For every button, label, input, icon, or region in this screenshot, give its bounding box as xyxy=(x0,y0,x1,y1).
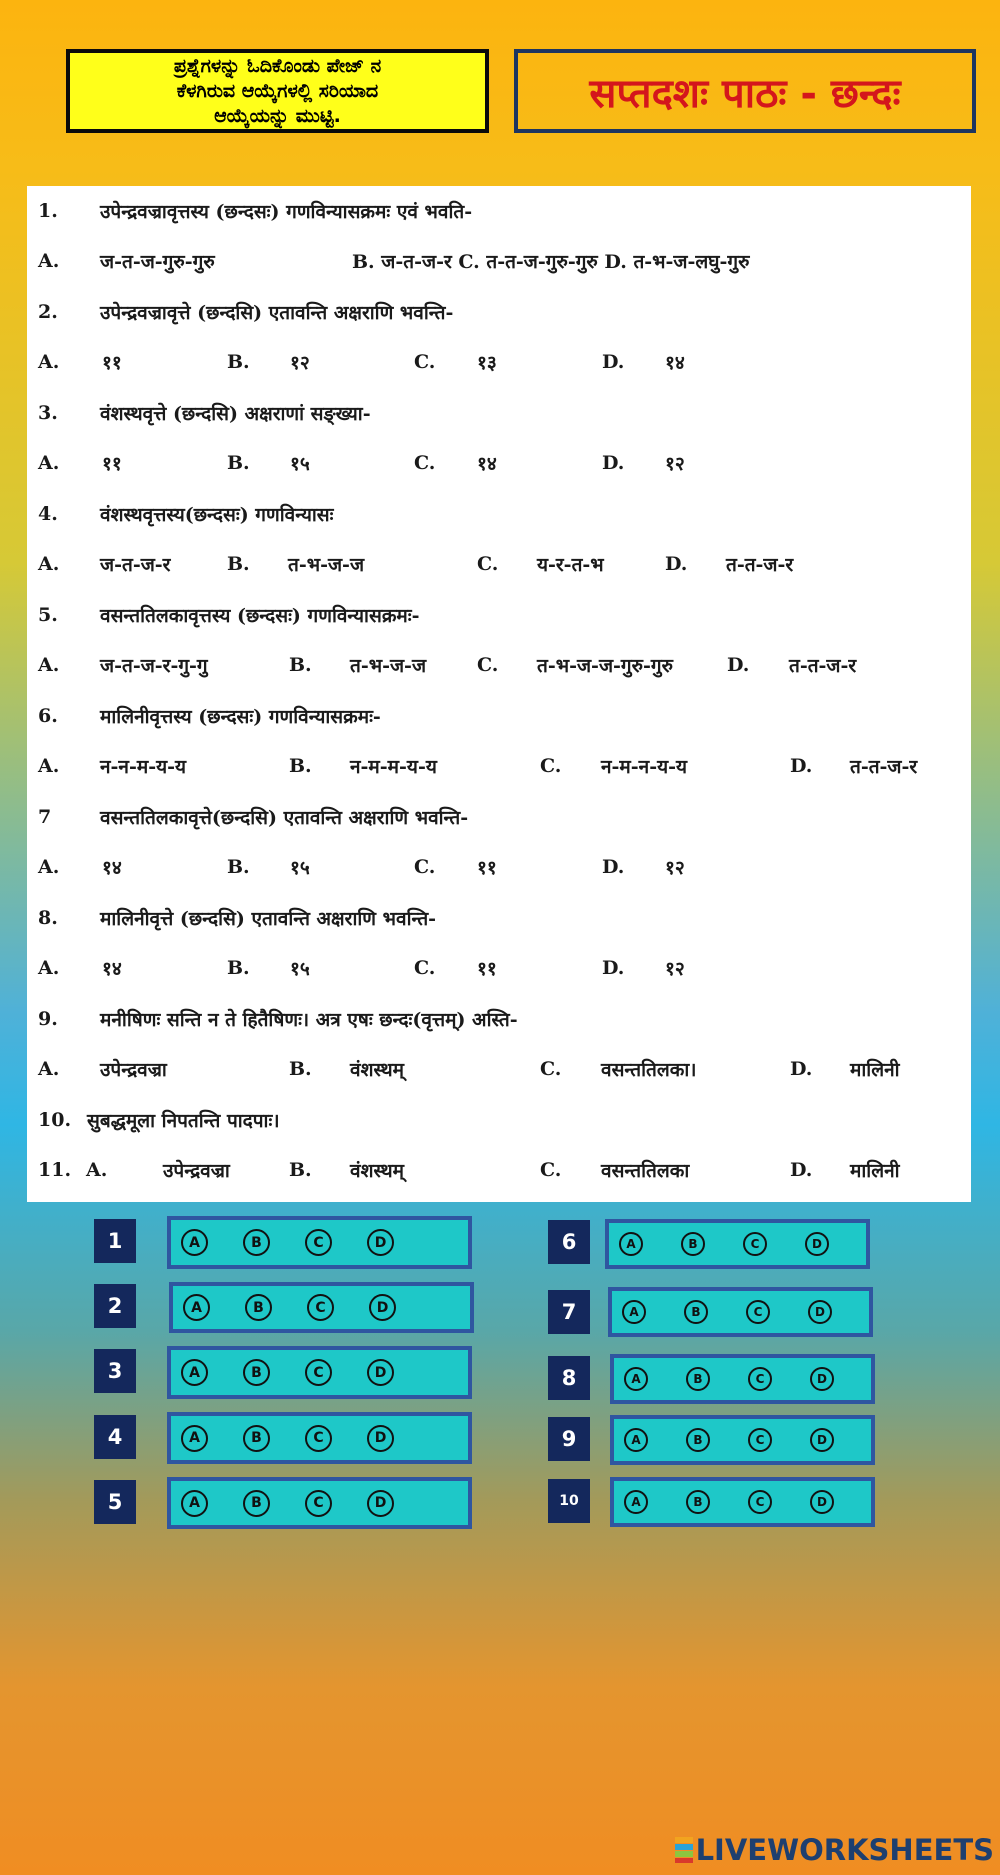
option-text: ११ xyxy=(102,453,122,475)
option-label: C. xyxy=(414,856,436,878)
answer-option-a-bubble[interactable]: A xyxy=(181,1425,208,1452)
option-text: मालिनी xyxy=(850,1160,900,1182)
question-sheet xyxy=(27,186,971,1202)
answer-option-d-bubble[interactable]: D xyxy=(810,1367,834,1391)
option-label: D. xyxy=(602,351,625,373)
question-text: उपेन्द्रवज्रावृत्ते (छन्दसि) एतावन्ति अक्षराणि भवन्ति- xyxy=(100,302,454,324)
answer-option-d-bubble[interactable]: D xyxy=(367,1359,394,1386)
option-text: ज-त-ज-र xyxy=(100,554,171,576)
answer-option-c-bubble[interactable]: C xyxy=(748,1367,772,1391)
option-text: ११ xyxy=(477,857,497,879)
answer-number-badge: 2 xyxy=(94,1284,136,1328)
question-number: 2. xyxy=(38,301,58,323)
option-text: न-म-म-य-य xyxy=(350,756,437,778)
answer-option-c-bubble[interactable]: C xyxy=(746,1300,770,1324)
question-number: 5. xyxy=(38,604,58,626)
answer-number-badge: 7 xyxy=(548,1290,590,1334)
option-label: B. xyxy=(227,957,250,979)
question-number: 4. xyxy=(38,503,58,525)
answer-choice-box xyxy=(167,1346,472,1399)
answer-option-a-bubble[interactable]: A xyxy=(181,1490,208,1517)
option-text: न-न-म-य-य xyxy=(100,756,187,778)
answer-option-d-bubble[interactable]: D xyxy=(367,1229,394,1256)
question-number: 10. xyxy=(38,1109,72,1131)
option-label: D. xyxy=(665,553,688,575)
option-label: B. xyxy=(289,654,312,676)
answer-number-badge: 8 xyxy=(548,1356,590,1400)
answer-number-badge: 6 xyxy=(548,1220,590,1264)
option-label: B. xyxy=(289,755,312,777)
option-label: A. xyxy=(38,351,60,373)
option-label: B. xyxy=(227,856,250,878)
option-text: उपेन्द्रवज्रा xyxy=(163,1160,230,1182)
answer-option-d-bubble[interactable]: D xyxy=(808,1300,832,1324)
option-label: B. xyxy=(227,351,250,373)
answer-option-c-bubble[interactable]: C xyxy=(743,1232,767,1256)
answer-option-b-bubble[interactable]: B xyxy=(243,1229,270,1256)
option-text: १४ xyxy=(477,453,497,475)
option-label: D. xyxy=(790,1058,813,1080)
answer-option-b-bubble[interactable]: B xyxy=(243,1359,270,1386)
option-label: B. xyxy=(227,452,250,474)
option-label: A. xyxy=(38,755,60,777)
question-text: उपेन्द्रवज्रावृत्तस्य (छन्दसः) गणविन्यासक्रमः एवं भवति- xyxy=(100,201,473,223)
answer-number-badge: 4 xyxy=(94,1415,136,1459)
question-text: वसन्ततिलकावृत्तस्य (छन्दसः) गणविन्यासक्रमः- xyxy=(100,605,420,627)
lesson-title: सप्तदशः पाठः - छन्दः xyxy=(589,70,901,117)
option-text: ज-त-ज-र-गु-गु xyxy=(100,655,208,677)
answer-number-badge: 5 xyxy=(94,1480,136,1524)
question-text: मालिनीवृत्तस्य (छन्दसः) गणविन्यासक्रमः- xyxy=(100,706,381,728)
option-label: A. xyxy=(38,250,60,272)
answer-option-c-bubble[interactable]: C xyxy=(307,1294,334,1321)
answer-number-badge: 3 xyxy=(94,1349,136,1393)
answer-option-a-bubble[interactable]: A xyxy=(619,1232,643,1256)
option-text: त-त-ज-र xyxy=(726,554,794,576)
answer-choice-box xyxy=(605,1219,870,1269)
option-label: A. xyxy=(38,654,60,676)
option-label: C. xyxy=(540,755,562,777)
option-text: य-र-त-भ xyxy=(537,554,604,576)
option-label: D. xyxy=(790,1159,813,1181)
option-text: ११ xyxy=(477,958,497,980)
answer-option-b-bubble[interactable]: B xyxy=(243,1490,270,1517)
answer-option-b-bubble[interactable]: B xyxy=(684,1300,708,1324)
instruction-box xyxy=(66,49,489,133)
liveworksheets-mark-icon xyxy=(675,1837,693,1863)
option-text: त-भ-ज-ज xyxy=(288,554,365,576)
option-text: त-त-ज-र xyxy=(850,756,918,778)
option-label: A. xyxy=(38,957,60,979)
answer-option-d-bubble[interactable]: D xyxy=(810,1428,834,1452)
option-label: A. xyxy=(38,1058,60,1080)
question-number: 8. xyxy=(38,907,58,929)
answer-choice-box xyxy=(169,1282,474,1333)
brand-name: LIVEWORKSHEETS xyxy=(695,1833,994,1867)
option-label: C. xyxy=(477,654,499,676)
answer-option-d-bubble[interactable]: D xyxy=(367,1425,394,1452)
answer-option-c-bubble[interactable]: C xyxy=(305,1490,332,1517)
answer-choice-box xyxy=(610,1415,875,1465)
question-number: 1. xyxy=(38,200,58,222)
option-label: A. xyxy=(86,1159,108,1181)
answer-option-a-bubble[interactable]: A xyxy=(624,1428,648,1452)
question-number: 7 xyxy=(38,806,52,828)
option-label: D. xyxy=(790,755,813,777)
option-text: १४ xyxy=(102,857,122,879)
answer-option-c-bubble[interactable]: C xyxy=(748,1428,772,1452)
answer-choice-box xyxy=(610,1354,875,1404)
option-text: B. ज-त-ज-र C. त-त-ज-गुरु-गुरु D. त-भ-ज-लघु-गुरु xyxy=(352,251,750,273)
option-text: १२ xyxy=(665,453,685,475)
answer-number-badge: 9 xyxy=(548,1417,590,1461)
option-text: त-त-ज-र xyxy=(789,655,857,677)
option-label: A. xyxy=(38,856,60,878)
instruction-line: ಕೆಳಗಿರುವ ಆಯ್ಕೆಗಳಲ್ಲಿ ಸರಿಯಾದ xyxy=(176,79,379,102)
question-text: मालिनीवृत्ते (छन्दसि) एतावन्ति अक्षराणि भवन्ति- xyxy=(100,908,437,930)
answer-option-a-bubble[interactable]: A xyxy=(183,1294,210,1321)
answer-option-c-bubble[interactable]: C xyxy=(305,1425,332,1452)
answer-option-c-bubble[interactable]: C xyxy=(748,1490,772,1514)
option-text: ११ xyxy=(102,352,122,374)
option-label: A. xyxy=(38,553,60,575)
option-label: D. xyxy=(727,654,750,676)
option-label: C. xyxy=(540,1159,562,1181)
answer-option-d-bubble[interactable]: D xyxy=(367,1490,394,1517)
answer-option-d-bubble[interactable]: D xyxy=(369,1294,396,1321)
option-text: वसन्ततिलका। xyxy=(601,1059,697,1081)
answer-option-b-bubble[interactable]: B xyxy=(681,1232,705,1256)
option-label: D. xyxy=(602,957,625,979)
option-label: C. xyxy=(414,351,436,373)
option-label: A. xyxy=(38,452,60,474)
liveworksheets-logo xyxy=(675,1833,994,1867)
instruction-line: ಪ್ರಶ್ನೆಗಳನ್ನು ಓದಿಕೊಂಡು ಪೇಜ್ ನ xyxy=(173,54,382,77)
option-text: न-म-न-य-य xyxy=(601,756,688,778)
option-text: त-भ-ज-ज xyxy=(350,655,427,677)
option-text: १२ xyxy=(290,352,310,374)
answer-number-badge: 10 xyxy=(548,1479,590,1523)
answer-option-d-bubble[interactable]: D xyxy=(805,1232,829,1256)
answer-option-b-bubble[interactable]: B xyxy=(686,1490,710,1514)
option-label: B. xyxy=(289,1058,312,1080)
option-label: C. xyxy=(414,957,436,979)
option-label: D. xyxy=(602,452,625,474)
answer-number-badge: 1 xyxy=(94,1219,136,1263)
answer-option-c-bubble[interactable]: C xyxy=(305,1359,332,1386)
option-text: वंशस्थम् xyxy=(350,1160,404,1182)
question-number: 11. xyxy=(38,1159,72,1181)
option-text: १४ xyxy=(102,958,122,980)
answer-option-c-bubble[interactable]: C xyxy=(305,1229,332,1256)
answer-choice-box xyxy=(610,1477,875,1527)
option-label: C. xyxy=(540,1058,562,1080)
answer-choice-box xyxy=(167,1412,472,1464)
option-text: १२ xyxy=(665,958,685,980)
answer-choice-box xyxy=(167,1477,472,1529)
question-number: 6. xyxy=(38,705,58,727)
option-label: C. xyxy=(414,452,436,474)
answer-option-b-bubble[interactable]: B xyxy=(686,1367,710,1391)
answer-option-a-bubble[interactable]: A xyxy=(624,1490,648,1514)
option-text: १५ xyxy=(290,453,310,475)
question-text: सुबद्धमूला निपतन्ति पादपाः। xyxy=(87,1110,280,1132)
option-label: B. xyxy=(227,553,250,575)
question-text: वसन्ततिलकावृत्ते(छन्दसि) एतावन्ति अक्षराणि भवन्ति- xyxy=(100,807,469,829)
question-text: वंशस्थवृत्ते (छन्दसि) अक्षराणां सङ्ख्या- xyxy=(100,403,371,425)
option-text: उपेन्द्रवज्रा xyxy=(100,1059,167,1081)
option-text: ज-त-ज-गुरु-गुरु xyxy=(100,251,215,273)
answer-option-a-bubble[interactable]: A xyxy=(181,1229,208,1256)
option-label: D. xyxy=(602,856,625,878)
answer-choice-box xyxy=(608,1287,873,1337)
answer-choice-box xyxy=(167,1216,472,1269)
answer-option-b-bubble[interactable]: B xyxy=(243,1425,270,1452)
option-text: वंशस्थम् xyxy=(350,1059,404,1081)
answer-option-b-bubble[interactable]: B xyxy=(245,1294,272,1321)
question-text: वंशस्थवृत्तस्य(छन्दसः) गणविन्यासः xyxy=(100,504,334,526)
instruction-line: ಆಯ್ಕೆಯನ್ನು ಮುಟ್ಟಿ. xyxy=(214,104,341,127)
option-label: C. xyxy=(477,553,499,575)
option-text: वसन्ततिलका xyxy=(601,1160,690,1182)
answer-option-a-bubble[interactable]: A xyxy=(622,1300,646,1324)
option-text: १३ xyxy=(477,352,497,374)
option-text: त-भ-ज-ज-गुरु-गुरु xyxy=(537,655,673,677)
answer-option-b-bubble[interactable]: B xyxy=(686,1428,710,1452)
option-text: १२ xyxy=(665,857,685,879)
option-text: १५ xyxy=(290,857,310,879)
question-number: 3. xyxy=(38,402,58,424)
lesson-title-box xyxy=(514,49,976,133)
question-number: 9. xyxy=(38,1008,58,1030)
question-text: मनीषिणः सन्ति न ते हितैषिणः। अत्र एषः छन्दः(वृत्तम्) अस्ति- xyxy=(100,1009,518,1031)
option-text: १५ xyxy=(290,958,310,980)
option-text: मालिनी xyxy=(850,1059,900,1081)
option-text: १४ xyxy=(665,352,685,374)
answer-option-d-bubble[interactable]: D xyxy=(810,1490,834,1514)
answer-option-a-bubble[interactable]: A xyxy=(624,1367,648,1391)
answer-option-a-bubble[interactable]: A xyxy=(181,1359,208,1386)
option-label: B. xyxy=(289,1159,312,1181)
